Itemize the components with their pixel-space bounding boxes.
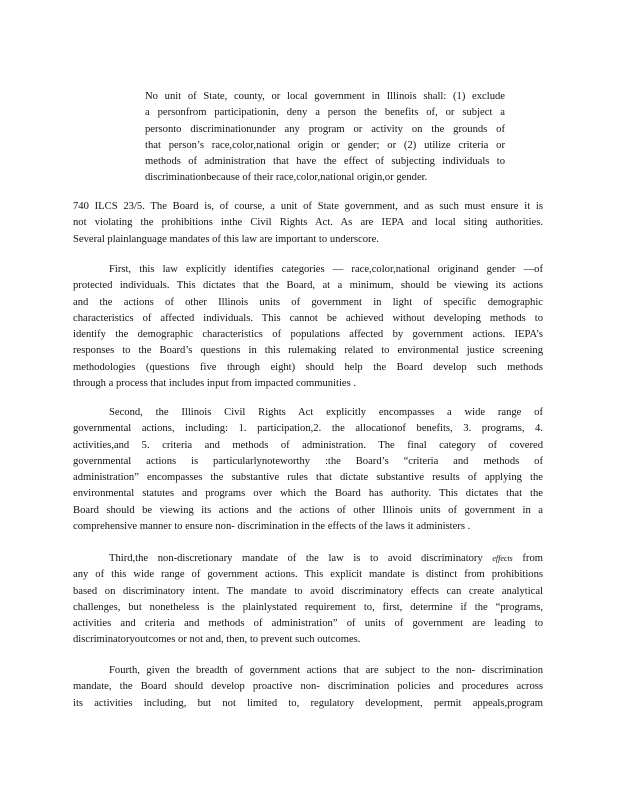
paragraph-line: any of this wide range of government actions. This explicit mandate is distinct from prohibitions bbox=[73, 569, 543, 581]
paragraph-line: and the actions of other Illinois units of government in light of specific demographic bbox=[73, 296, 543, 308]
paragraph-line: comprehensive manner to ensure non- discrimination in the effects of the laws it administers . bbox=[73, 521, 471, 533]
paragraph-line: discriminatoryoutcomes or not and, then, to prevent such outcomes. bbox=[73, 634, 361, 646]
emphasis-effects: effects bbox=[492, 554, 513, 563]
paragraph-line: activities,and 5. criteria and methods of administration. The final category of covered bbox=[73, 439, 543, 451]
paragraph-line: environmental statutes and programs over which the Board has authority. This dictates that the bbox=[73, 488, 543, 500]
paragraph-third bbox=[73, 551, 543, 649]
paragraph-line: responses to the Board’s questions in this rulemaking related to environmental justice screening bbox=[73, 345, 543, 357]
quote-line: discriminationbecause of their race,color,national origin,or gender. bbox=[145, 172, 428, 184]
paragraph-line: governmental actions, including: 1. participation,2. the allocationof benefits, 3. programs, 4. bbox=[73, 423, 543, 435]
paragraph-line bbox=[73, 551, 543, 567]
paragraph-text: from bbox=[522, 553, 543, 564]
paragraph-second bbox=[73, 405, 543, 535]
paragraph-line: Board should be viewing its actions and the actions of other Illinois units of government in a bbox=[73, 504, 543, 516]
paragraph-line: through a process that includes input from impacted communities . bbox=[73, 378, 357, 390]
paragraph-line: Fourth, given the breadth of government actions that are subject to the non- discrimination bbox=[109, 665, 543, 676]
paragraph-line: Second, the Illinois Civil Rights Act explicitly encompasses a wide range of bbox=[109, 407, 543, 418]
block-quote bbox=[145, 89, 505, 187]
paragraph-line: identify the demographic characteristics of populations affected by government actions. IEPA’s bbox=[73, 329, 543, 341]
paragraph-line: 740 ILCS 23/5. The Board is, of course, a unit of State government, and as such must ensure it is bbox=[73, 201, 543, 212]
quote-line: a personfrom participationin, deny a person the benefits of, or subject a bbox=[145, 107, 505, 119]
paragraph-line: governmental actions is particularlynoteworthy :the Board’s “criteria and methods of bbox=[73, 455, 543, 467]
paragraph-first bbox=[73, 262, 543, 392]
paragraph-text: Third,the non-discretionary mandate of the law is to avoid discriminatory bbox=[109, 553, 483, 564]
paragraph-citation bbox=[73, 199, 543, 248]
paragraph-line: activities and criteria and methods of administration” of units of government are leading to bbox=[73, 618, 543, 630]
paragraph-line: First, this law explicitly identifies categories — race,color,national originand gender —of bbox=[109, 264, 543, 275]
paragraph-line: mandate, the Board should develop proactive non- discrimination policies and procedures across bbox=[73, 681, 543, 693]
paragraph-line: its activities including, but not limited to, regulatory development, permit appeals,program bbox=[73, 697, 543, 709]
paragraph-line: challenges, but nonetheless is the plainlystated requirement to, first, determine if the “programs, bbox=[73, 601, 543, 613]
paragraph-line: based on discriminatory intent. The mandate to avoid discriminatory effects can create analytical bbox=[73, 585, 543, 597]
paragraph-line: not violating the prohibitions inthe Civil Rights Act. As are IEPA and local siting authorities. bbox=[73, 217, 543, 229]
paragraph-line: Several plainlanguage mandates of this law are important to underscore. bbox=[73, 233, 379, 245]
paragraph-line: administration” encompasses the substantive rules that dictate substantive results of applying the bbox=[73, 472, 543, 484]
paragraph-line: methodologies (questions five through eight) should help the Board develop such methods bbox=[73, 361, 543, 373]
quote-line: No unit of State, county, or local government in Illinois shall: (1) exclude bbox=[145, 91, 505, 102]
paragraph-fourth bbox=[73, 663, 543, 712]
quote-line: that person’s race,color,national origin or gender; or (2) utilize criteria or bbox=[145, 139, 505, 151]
paragraph-line: characteristics of affected individuals. This cannot be achieved without developing methods to bbox=[73, 312, 543, 324]
paragraph-line: protected individuals. This dictates that the Board, at a minimum, should be viewing its actions bbox=[73, 280, 543, 292]
quote-line: methods of administration that have the effect of subjecting individuals to bbox=[145, 156, 505, 168]
quote-line: personto discriminationunder any program or activity on the grounds of bbox=[145, 123, 505, 135]
